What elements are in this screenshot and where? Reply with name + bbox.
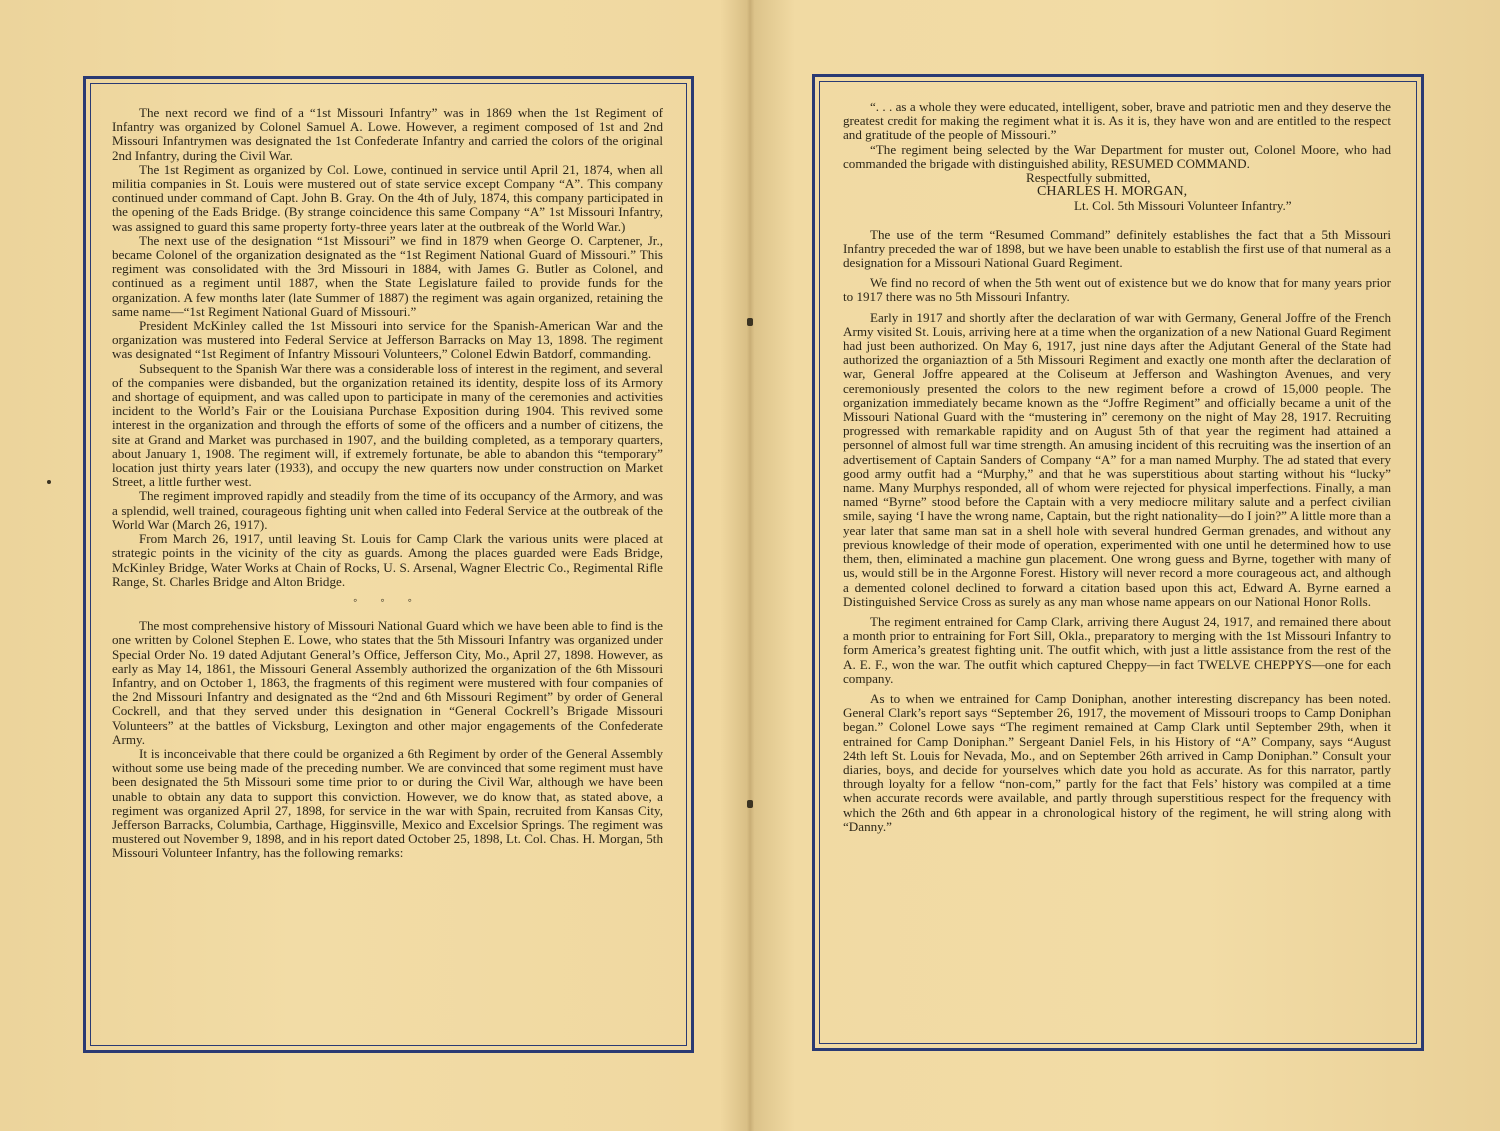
right-page-text xyxy=(843,100,1391,834)
section-ornament: ◦ ◦ ◦ xyxy=(353,592,422,607)
paragraph: The next use of the designation “1st Missouri” we find in 1879 when George O. Carptener, Jr., became Colonel of the organization designated as the “1st Regiment National Guard of Missouri.” This regiment was consolidated with the 3rd Missouri in 1884, with James G. Butler as Colonel, and continued as a regiment until 1887, when the State Legislature failed to provide funds for the organization. A few months later (late Summer of 1887) the regiment was again organized, retaining the same name—“1st Regiment National Guard of Missouri.” xyxy=(112,232,663,319)
right-page xyxy=(750,0,1500,1131)
paragraph: From March 26, 1917, until leaving St. Louis for Camp Clark the various units were placed at strategic points in the vicinity of the city as guards. Among the places guarded were Eads Bridge, McKinley Bridge, Water Works at Chain of Rocks, U. S. Arsenal, Wagner Electric Co., Regimental Rifle Range, St. Charles Bridge and Alton Bridge. xyxy=(112,531,663,589)
paragraph: We find no record of when the 5th went out of existence but we do know that for many years prior to 1917 there was no 5th Missouri Infantry. xyxy=(843,275,1391,305)
paragraph: The 1st Regiment as organized by Col. Lowe, continued in service until April 21, 1874, when all militia companies in St. Louis were mustered out of state service except Company “A”. This company continued under command of Capt. John B. Gray. On the 4th of July, 1874, this company participated in the opening of the Eads Bridge. (By strange coincidence this same Company “A” 1st Missouri Infantry, was assigned to guard this same property forty-three years later at the outbreak of the World War.) xyxy=(112,161,663,234)
paragraph: The use of the term “Resumed Command” definitely establishes the fact that a 5th Missouri Infantry preceded the war of 1898, but we have been unable to establish the first use of that numeral as a designation for a Missouri National Guard Regiment. xyxy=(843,226,1391,271)
paper-speck xyxy=(47,480,51,484)
paragraph: President McKinley called the 1st Missouri into service for the Spanish-American War and the organization was mustered into Federal Service at Jefferson Barracks on May 13, 1898. The regiment was designated “1st Regiment of Infantry Missouri Volunteers,” Colonel Edwin Batdorf, commanding. xyxy=(112,318,663,362)
paragraph: Early in 1917 and shortly after the declaration of war with Germany, General Joffre of the French Army visited St. Louis, arriving here at a time when the organization of a new National Guard Regiment had just been authorized. On May 6, 1917, just nine days after the Adjutant General of the State had authorized the organiaztion of a 5th Missouri Regiment and exactly one month after the declaration of war, General Joffre appeared at the Coliseum at Jefferson and Washington Avenues, and very ceremoniously presented the colors to the new regiment before a crowd of 15,000 people. The organization immediately became known as the “Joffre Regiment” and officially became a unit of the Missouri National Guard with the “mustering in” ceremony on the night of May 28, 1917. Recruiting progressed with remarkable rapidity and on August 5th of that year the regiment had attained a personnel of almost full war time strength. An amusing incident of this recruiting was the insertion of an advertisement of Captain Sanders of Company “A” for a man named Murphy. The ad stated that every good army outfit had a “Murphy,” and that he was superstitious about starting without his “lucky” name. Many Murphys responded, all of whom were rejected for physical imperfections. Finally, a man named “Byrne” stood before the Captain with a very mediocre military salute and a perfect civilian smile, saying ‘I have the wrong name, Captain, but the right nationality—do I join?” A little more than a year later that same man sat in a shell hole with several hundred German grenades, and without any previous knowledge of their mode of operation, experimented with one until he determined how to use them, then, eliminated a machine gun placement. One wrong guess and Byrne, together with many of us, would still be in the Argonne Forest. History will never record a more courageous act, and although a demented colonel declined to forward a citation based upon this act, Edward A. Byrne earned a Distinguished Service Cross as surely as any man whose name appears on our National Honor Rolls. xyxy=(843,309,1391,609)
signature-closing: Respectfully submitted, xyxy=(1026,170,1151,186)
signature-name: CHARLES H. MORGAN, xyxy=(1037,184,1188,200)
quote-paragraph: “. . . as a whole they were educated, intelligent, sober, brave and patriotic men and they deserve the greatest credit for making the regiment what it is. As it is, they have won and are entitled to the respect and gratitude of the people of Missouri.” xyxy=(843,99,1391,143)
quote-paragraph: “The regiment being selected by the War Department for muster out, Colonel Moore, who had commanded the brigade with distinguished ability, RESUMED COMMAND. xyxy=(843,141,1391,171)
paragraph: It is inconceivable that there could be organized a 6th Regiment by order of the General Assembly without some use being made of the preceding number. We are convinced that some regiment must have been designated the 5th Missouri some time prior to or during the Civil War, although we have been unable to obtain any data to support this conviction. However, we do know that, as stated above, a regiment was organized April 27, 1898, for service in the war with Spain, recruited from Kansas City, Jefferson Barracks, Columbia, Carthage, Higginsville, Mexico and Excelsior Springs. The regiment was mustered out November 9, 1898, and in his report dated October 25, 1898, Lt. Col. Chas. H. Morgan, 5th Missouri Volunteer Infantry, has the following remarks: xyxy=(112,745,663,861)
paragraph: The regiment improved rapidly and steadily from the time of its occupancy of the Armory, and was a splendid, well trained, courageous fighting unit when called into Federal Service at the outbreak of the World War (March 26, 1917). xyxy=(112,488,663,532)
paragraph: The next record we find of a “1st Missouri Infantry” was in 1869 when the 1st Regiment of Infantry was organized by Colonel Samuel A. Lowe. However, a regiment composed of 1st and 2nd Missouri Infantrymen was designated the 1st Confederate Infantry and carried the colors of the original 2nd Infantry, during the Civil War. xyxy=(112,105,663,163)
paragraph: Subsequent to the Spanish War there was a considerable loss of interest in the regiment, and several of the companies were disbanded, but the organization retained its identity, despite loss of its Armory and shortage of equipment, and was called upon to participate in many of the ceremonies and activities incident to the World’s Fair or the Louisiana Purchase Exposition during 1904. This revived some interest in the organization and through the efforts of some of the officers and a number of citizens, the site at Grand and Market was purchased in 1907, and the building completed, as a temporary quarters, about January 1, 1908. The regiment will, if extremely fortunate, be able to abandon this “temporary” location just thirty years later (1933), and occupy the new quarters now under construction on Market Street, a little further west. xyxy=(112,360,663,490)
left-page-text xyxy=(112,106,663,861)
paragraph: The most comprehensive history of Missouri National Guard which we have been able to find is the one written by Colonel Stephen E. Lowe, who states that the 5th Missouri Infantry was organized under Special Order No. 19 dated Adjutant General’s Office, Jefferson City, Mo., April 27, 1898. However, as early as May 14, 1861, the Missouri General Assembly authorized the organization of the 6th Missouri Infantry, and on October 1, 1863, the fragments of this regiment were mustered with four companies of the 2nd Missouri Infantry and designated as the “2nd and 6th Missouri Regiment” by order of General Cockrell, and that they served under this designation in “General Cockrell’s Brigade Missouri Volunteers” at the battles of Vicksburg, Lexington and other major engagements of the Confederate Army. xyxy=(112,618,663,747)
paragraph: As to when we entrained for Camp Doniphan, another interesting discrepancy has been noted. General Clark’s report says “September 26, 1917, the movement of Missouri troops to Camp Doniphan began.” Colonel Lowe says “The regiment remained at Camp Clark until September 29th, when it entrained for Camp Doniphan.” Sergeant Daniel Fels, in his History of “A” Company, says “August 24th left St. Louis for Nevada, Mo., and on September 26th arrived in Camp Doniphan.” Consult your diaries, boys, and decide for yourselves which date you hold as accurate. As for this narrator, partly through loyalty for a fellow “non-com,” partly for the fact that Fels’ history was compiled at a time when accurate records were available, and partly through superstitious respect for the frequency with which the 26th and 6th appear in a chronological history of the regiment, he will string along with “Danny.” xyxy=(843,690,1391,834)
signature-title: Lt. Col. 5th Missouri Volunteer Infantry.” xyxy=(1074,198,1292,214)
paragraph: The regiment entrained for Camp Clark, arriving there August 24, 1917, and remained there about a month prior to entraining for Fort Sill, Okla., preparatory to merging with the 1st Missouri Infantry to form America’s greatest fighting unit. The outfit which, with just a little assistance from the rest of the A. E. F., won the war. The outfit which captured Cheppy—in fact TWELVE CHEPPYS—one for each company. xyxy=(843,613,1391,686)
